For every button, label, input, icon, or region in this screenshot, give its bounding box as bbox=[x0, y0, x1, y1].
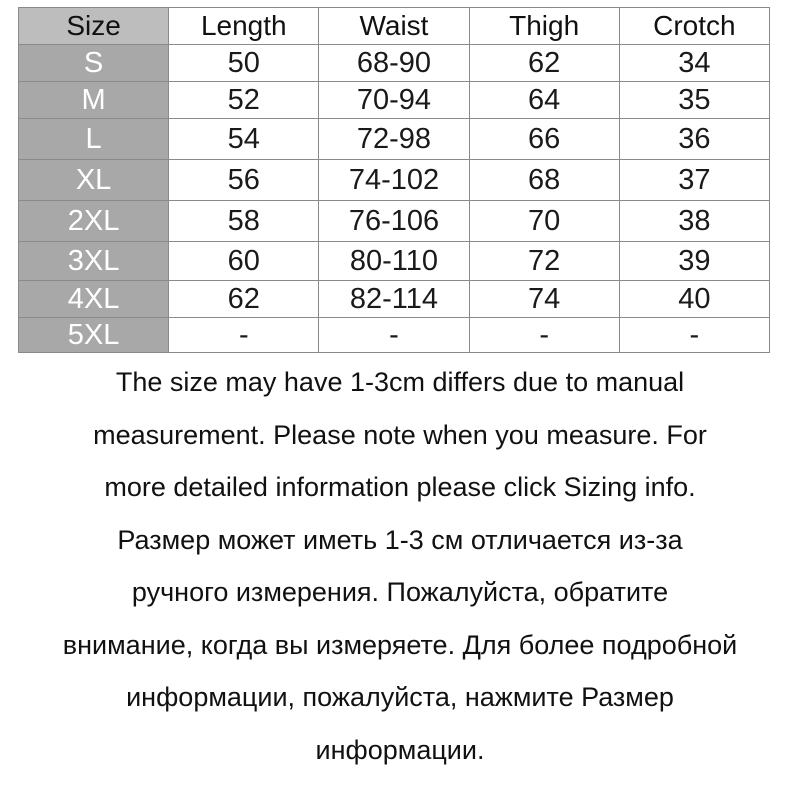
waist-cell: 70-94 bbox=[319, 82, 469, 119]
crotch-cell: 40 bbox=[619, 281, 769, 318]
disclaimer-line-en-2: measurement. Please note when you measure. For bbox=[93, 419, 707, 450]
disclaimer-line-ru-2: ручного измерения. Пожалуйста, обратите bbox=[131, 577, 669, 607]
disclaimer-line-ru-1: Размер может иметь 1-3 см отличается из-за bbox=[117, 524, 683, 555]
header-thigh: Thigh bbox=[469, 8, 619, 45]
table-row bbox=[19, 45, 770, 82]
disclaimer-line-ru-3: внимание, когда вы измеряете. Для более подробной bbox=[62, 629, 738, 660]
size-chart-table bbox=[18, 7, 770, 353]
table-row bbox=[19, 242, 770, 281]
length-cell: 58 bbox=[169, 201, 319, 242]
thigh-cell: 70 bbox=[469, 201, 619, 242]
crotch-cell: 38 bbox=[619, 201, 769, 242]
header-waist: Waist bbox=[319, 8, 469, 45]
length-cell: 62 bbox=[169, 281, 319, 318]
waist-cell: 80-110 bbox=[319, 242, 469, 281]
thigh-cell: - bbox=[469, 318, 619, 353]
disclaimer-line-ru-5: информации. bbox=[315, 734, 485, 765]
size-cell: M bbox=[19, 82, 169, 119]
thigh-cell: 74 bbox=[469, 281, 619, 318]
waist-cell: 68-90 bbox=[319, 45, 469, 82]
table-row bbox=[19, 281, 770, 318]
length-cell: - bbox=[169, 318, 319, 353]
size-cell: XL bbox=[19, 160, 169, 201]
table-row bbox=[19, 82, 770, 119]
crotch-cell: 36 bbox=[619, 119, 769, 160]
waist-cell: 82-114 bbox=[319, 281, 469, 318]
table-row bbox=[19, 119, 770, 160]
table-row bbox=[19, 318, 770, 353]
header-crotch: Crotch bbox=[619, 8, 769, 45]
disclaimer-line-ru-4: информации, пожалуйста, нажмите Размер bbox=[126, 682, 674, 712]
length-cell: 60 bbox=[169, 242, 319, 281]
size-cell: S bbox=[19, 45, 169, 82]
header-size: Size bbox=[19, 8, 169, 45]
length-cell: 56 bbox=[169, 160, 319, 201]
size-cell: 4XL bbox=[19, 281, 169, 318]
length-cell: 52 bbox=[169, 82, 319, 119]
length-cell: 54 bbox=[169, 119, 319, 160]
size-cell: 3XL bbox=[19, 242, 169, 281]
crotch-cell: 39 bbox=[619, 242, 769, 281]
table-row bbox=[19, 160, 770, 201]
size-disclaimer bbox=[0, 356, 800, 776]
thigh-cell: 64 bbox=[469, 82, 619, 119]
waist-cell: 74-102 bbox=[319, 160, 469, 201]
disclaimer-line-en-3: more detailed information please click Sizing info. bbox=[104, 472, 696, 502]
table-header-row bbox=[19, 8, 770, 45]
crotch-cell: 35 bbox=[619, 82, 769, 119]
thigh-cell: 72 bbox=[469, 242, 619, 281]
size-cell: 5XL bbox=[19, 318, 169, 353]
size-cell: 2XL bbox=[19, 201, 169, 242]
waist-cell: - bbox=[319, 318, 469, 353]
table-row bbox=[19, 201, 770, 242]
header-length: Length bbox=[169, 8, 319, 45]
thigh-cell: 66 bbox=[469, 119, 619, 160]
crotch-cell: - bbox=[619, 318, 769, 353]
waist-cell: 72-98 bbox=[319, 119, 469, 160]
crotch-cell: 34 bbox=[619, 45, 769, 82]
thigh-cell: 62 bbox=[469, 45, 619, 82]
thigh-cell: 68 bbox=[469, 160, 619, 201]
length-cell: 50 bbox=[169, 45, 319, 82]
disclaimer-line-en-1: The size may have 1-3cm differs due to manual bbox=[115, 367, 685, 397]
crotch-cell: 37 bbox=[619, 160, 769, 201]
waist-cell: 76-106 bbox=[319, 201, 469, 242]
size-cell: L bbox=[19, 119, 169, 160]
